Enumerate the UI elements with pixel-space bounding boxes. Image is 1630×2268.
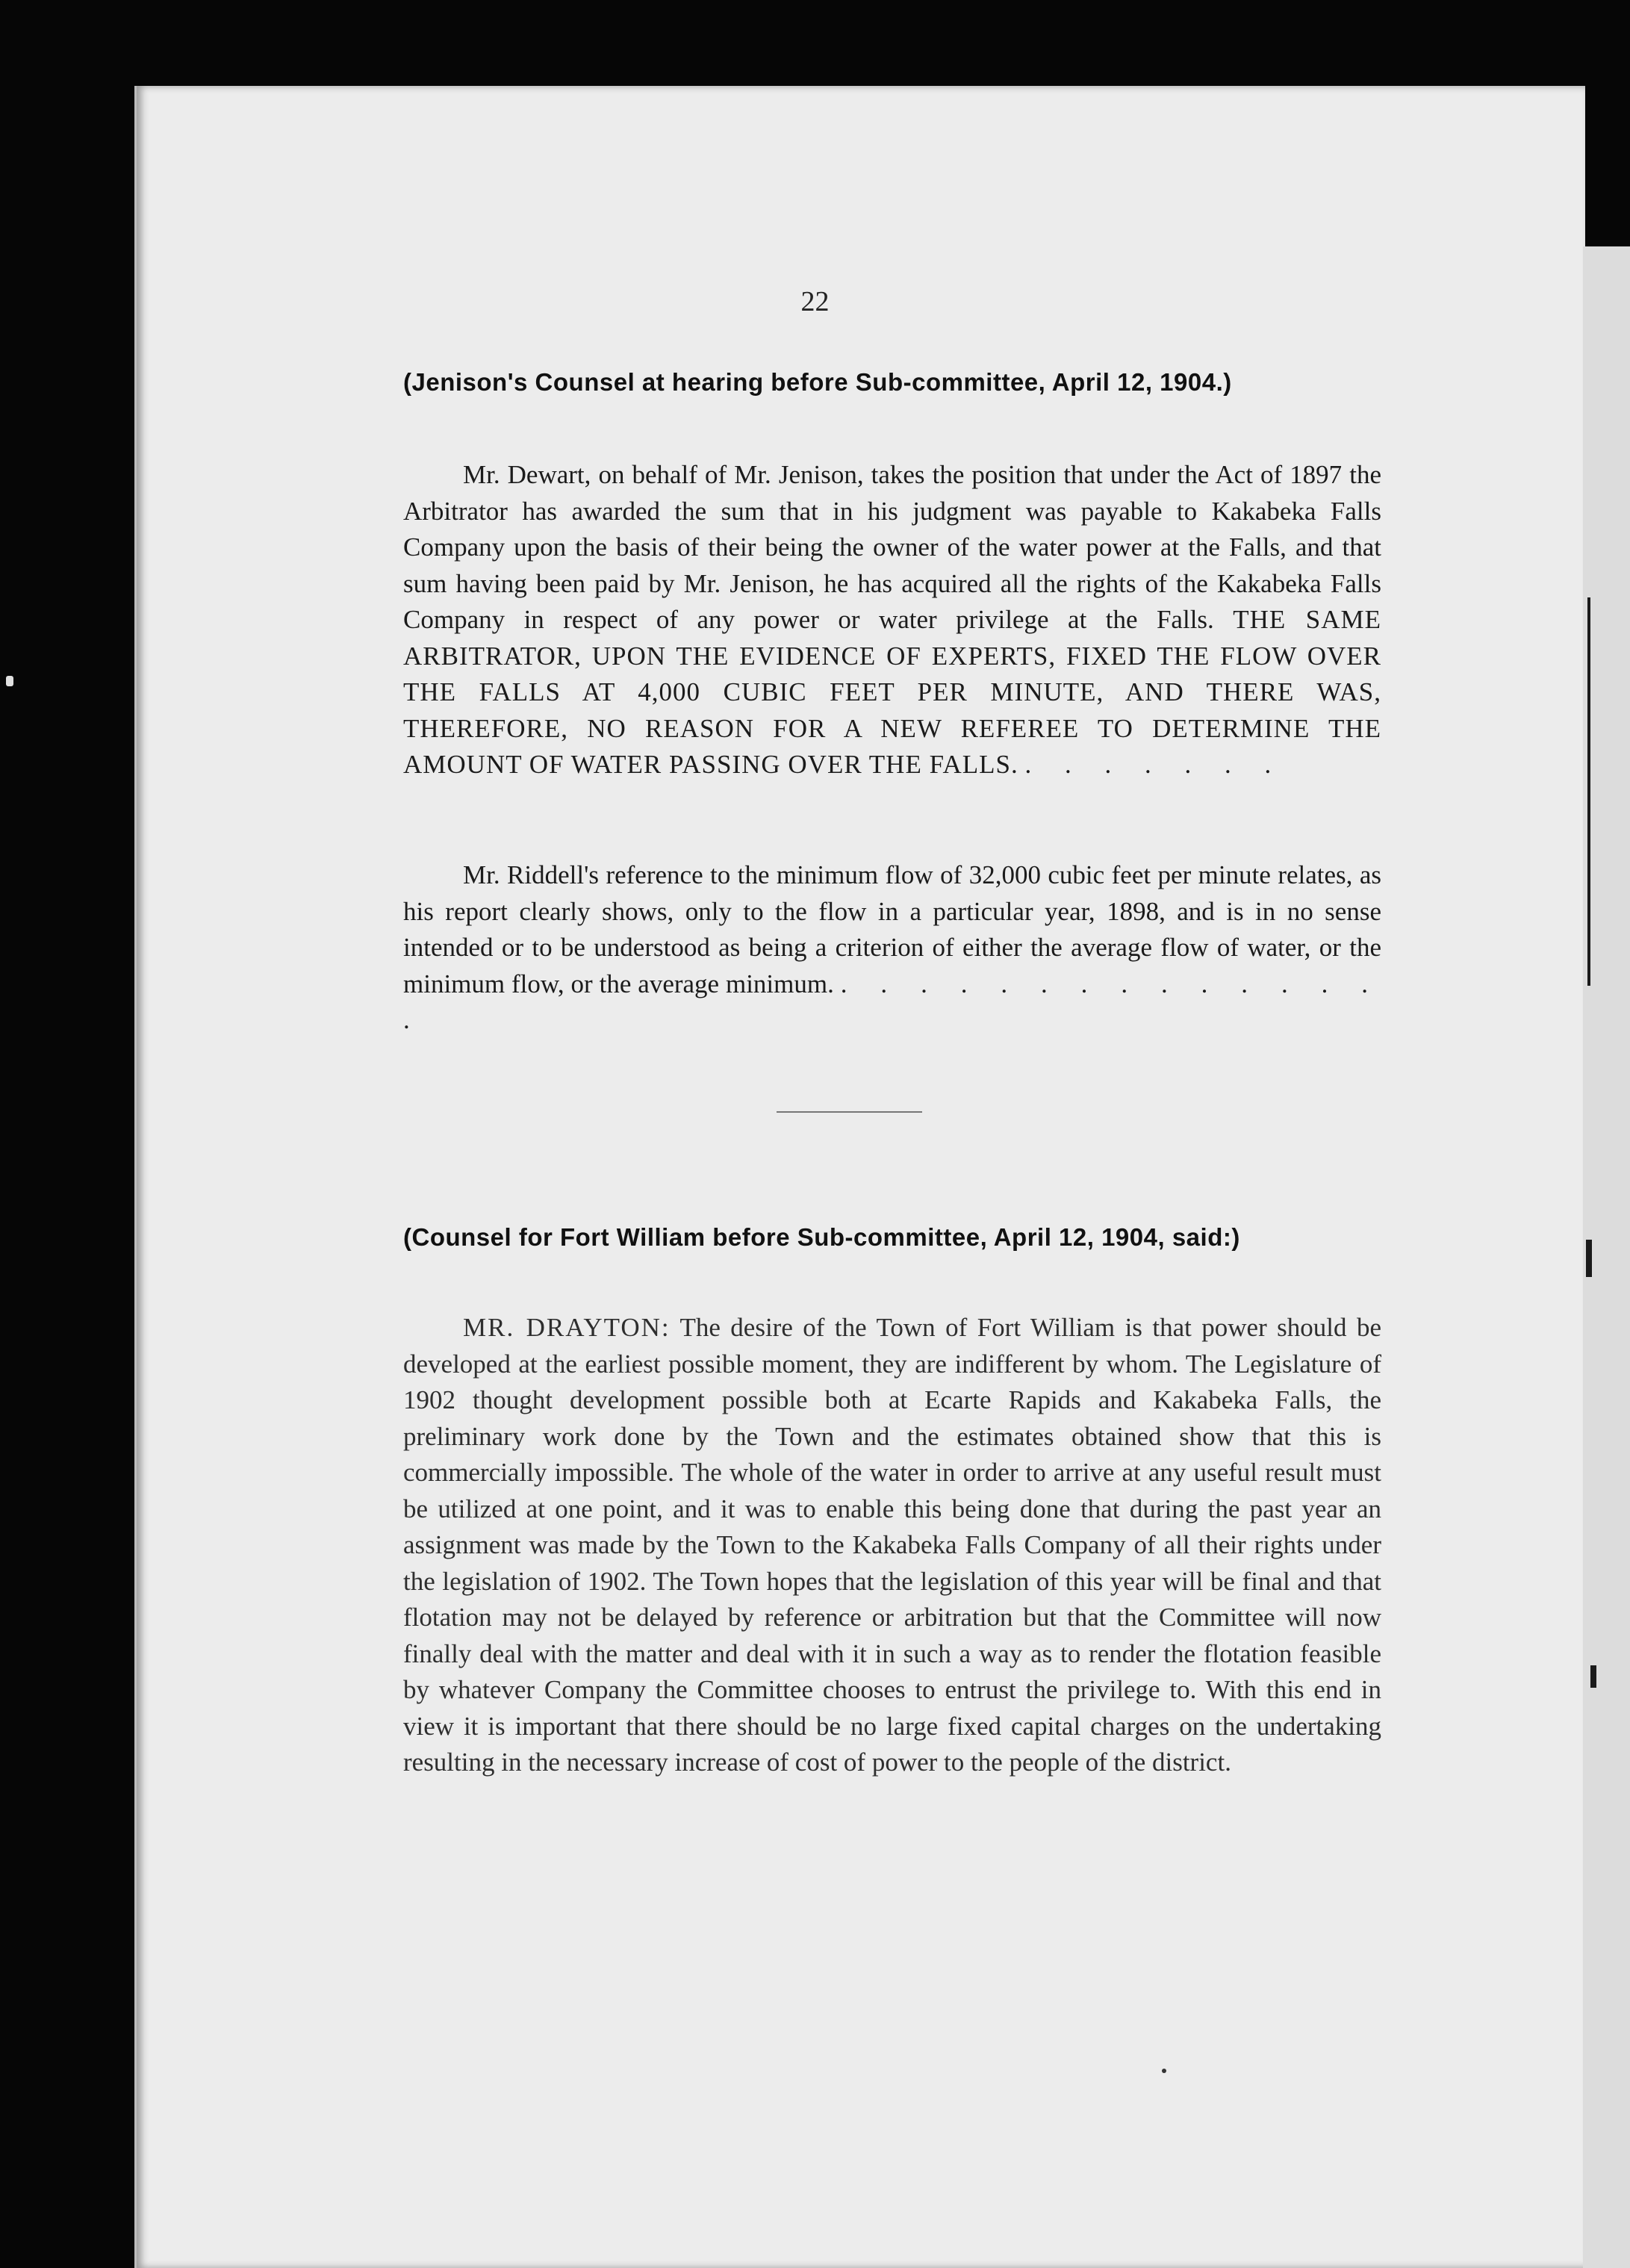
page-number: 22 — [800, 286, 830, 317]
paragraph-drayton-text: The desire of the Town of Fort William is that power should be developed at the earliest possible moment, they are indifferent by whom. The Legislature of 1902 thought development possible both at Ecarte Rapids and Kakabeka Falls, the preliminary work done by the Town and the estimates obtained show that this is commercially impossible. The whole of the water in order to arrive at any useful result must be utilized at one point, and it was to enable this being done that during the past year an assignment was made by the Town to the Kakabeka Falls Company of all their rights under the legislation of 1902. The Town hopes that the legislation of this year will be final and that flotation may not be delayed by reference or arbitration but that the Committee will now finally deal with the matter and deal with it in such a way as to render the flotation feasible by whatever Company the Committee chooses to entrust the privilege to. With this end in view it is important that there should be no large fixed capital charges on the undertaking resulting in the necessary increase of cost of power to the people of the district. — [403, 1313, 1381, 1777]
document-page — [134, 86, 1585, 2268]
section-divider — [777, 1111, 922, 1113]
paragraph-dewart-text: Mr. Dewart, on behalf of Mr. Jenison, takes the position that under the Act of 1897 the Arbitrator has awarded the sum that in his judgment was payable to Kakabeka Falls Company upon the basis of their being the owner of the water power at the Falls, and that sum having been paid by Mr. Jenison, he has acquired all the rights of the Kakabeka Falls Company in respect of any power or water privilege at the Falls. — [403, 460, 1381, 634]
section-heading-fort-william: (Counsel for Fort William before Sub-committee, April 12, 1904, said:) — [403, 1223, 1240, 1251]
scan-speck — [6, 676, 13, 686]
paragraph-dewart — [403, 457, 1381, 783]
paragraph-dewart-emphasis: THE SAME ARBITRATOR, UPON THE EVIDENCE OF EXPERTS, FIXED THE FLOW OVER THE FALLS AT 4,000 CUBIC FEET PER MINUTE, AND THERE WAS, THEREFORE, NO REASON FOR A NEW REFEREE TO DETERMINE THE AMOUNT OF WATER PASSING OVER THE FALLS. — [403, 605, 1382, 779]
section-heading-jenison: (Jenison's Counsel at hearing before Sub-committee, April 12, 1904.) — [403, 368, 1232, 396]
adjacent-page-edge — [1583, 246, 1630, 2268]
leader-dots: . . . . . . . . . . . . . . . — [403, 969, 1382, 1034]
leader-dots: . . . . . . . — [1024, 750, 1285, 779]
paragraph-drayton — [403, 1310, 1381, 1781]
paragraph-riddell-text: Mr. Riddell's reference to the minimum flow of 32,000 cubic feet per minute relates, as his report clearly shows, only to the flow in a particular year, 1898, and is in no sense intended or to be understood as being a criterion of either the average flow of water, or the minimum flow, or the average minimum. — [403, 860, 1381, 998]
speaker-name: MR. DRAYTON: — [463, 1313, 671, 1342]
paragraph-riddell — [403, 857, 1381, 1039]
scan-speck — [1162, 2069, 1166, 2073]
